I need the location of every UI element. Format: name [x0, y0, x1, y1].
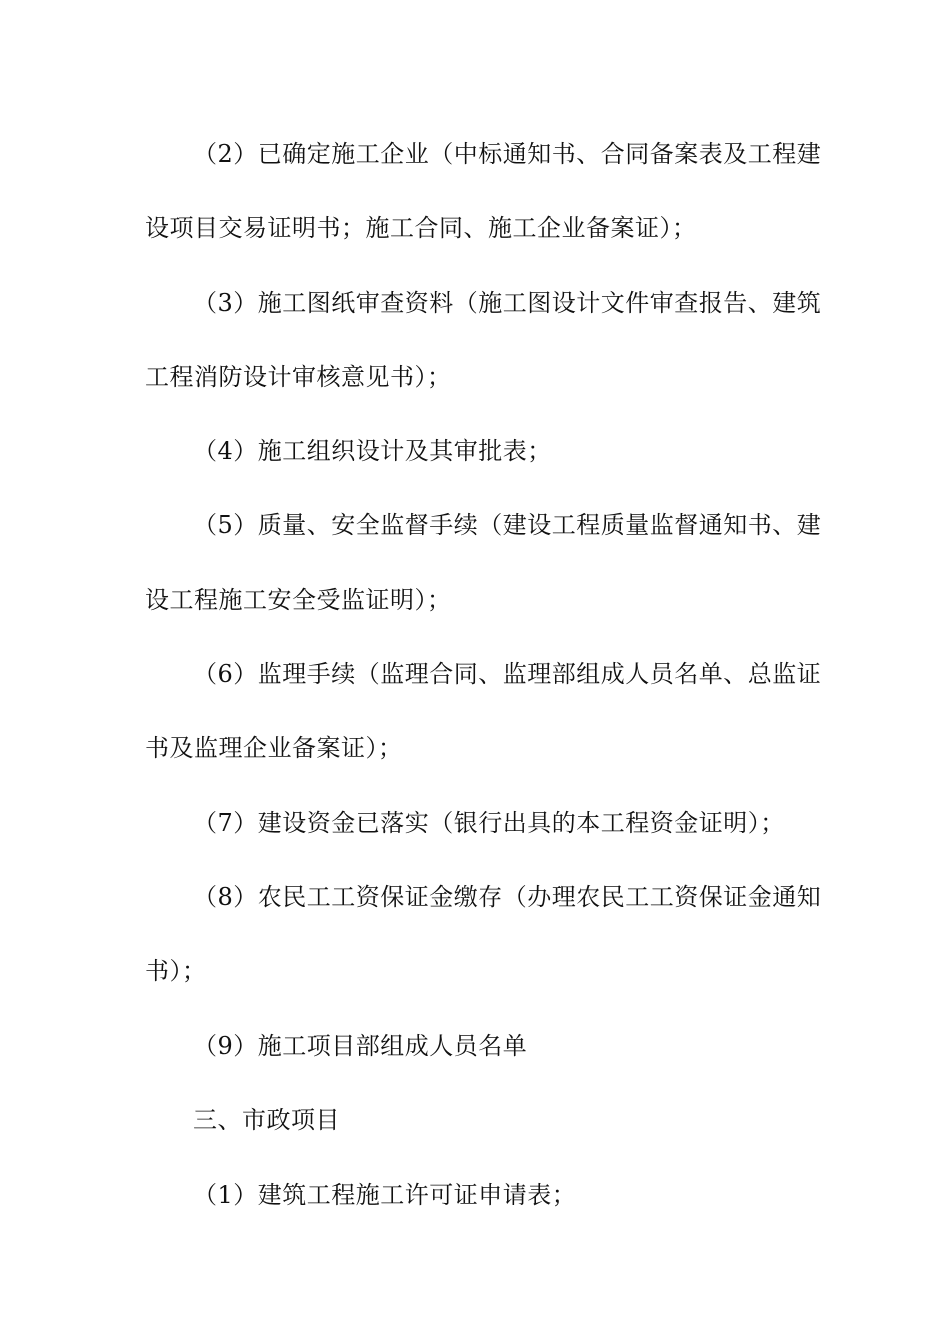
list-item-3-line-1: （3）施工图纸审查资料（施工图设计文件审查报告、建筑 [193, 289, 822, 317]
list-item-8-line-1: （8）农民工工资保证金缴存（办理农民工工资保证金通知 [193, 883, 822, 911]
list-item-7: （7）建设资金已落实（银行出具的本工程资金证明）； [193, 809, 785, 837]
list-item-5-line-2: 设工程施工安全受监证明）； [145, 586, 452, 614]
section-heading-municipal: 三、市政项目 [193, 1106, 340, 1134]
list-item-3-line-2: 工程消防设计审核意见书）； [145, 363, 452, 391]
list-item-2-line-2: 设项目交易证明书；施工合同、施工企业备案证）； [145, 214, 697, 242]
list-item-2-line-1: （2）已确定施工企业（中标通知书、合同备案表及工程建 [193, 140, 822, 168]
list-item-4: （4）施工组织设计及其审批表； [193, 437, 552, 465]
list-item-municipal-1: （1）建筑工程施工许可证申请表； [193, 1181, 577, 1209]
list-item-6-line-2: 书及监理企业备案证）； [145, 734, 403, 762]
list-item-9: （9）施工项目部组成人员名单 [193, 1032, 528, 1060]
list-item-8-line-2: 书）； [145, 957, 207, 985]
list-item-5-line-1: （5）质量、安全监督手续（建设工程质量监督通知书、建 [193, 511, 822, 539]
list-item-6-line-1: （6）监理手续（监理合同、监理部组成人员名单、总监证 [193, 660, 822, 688]
